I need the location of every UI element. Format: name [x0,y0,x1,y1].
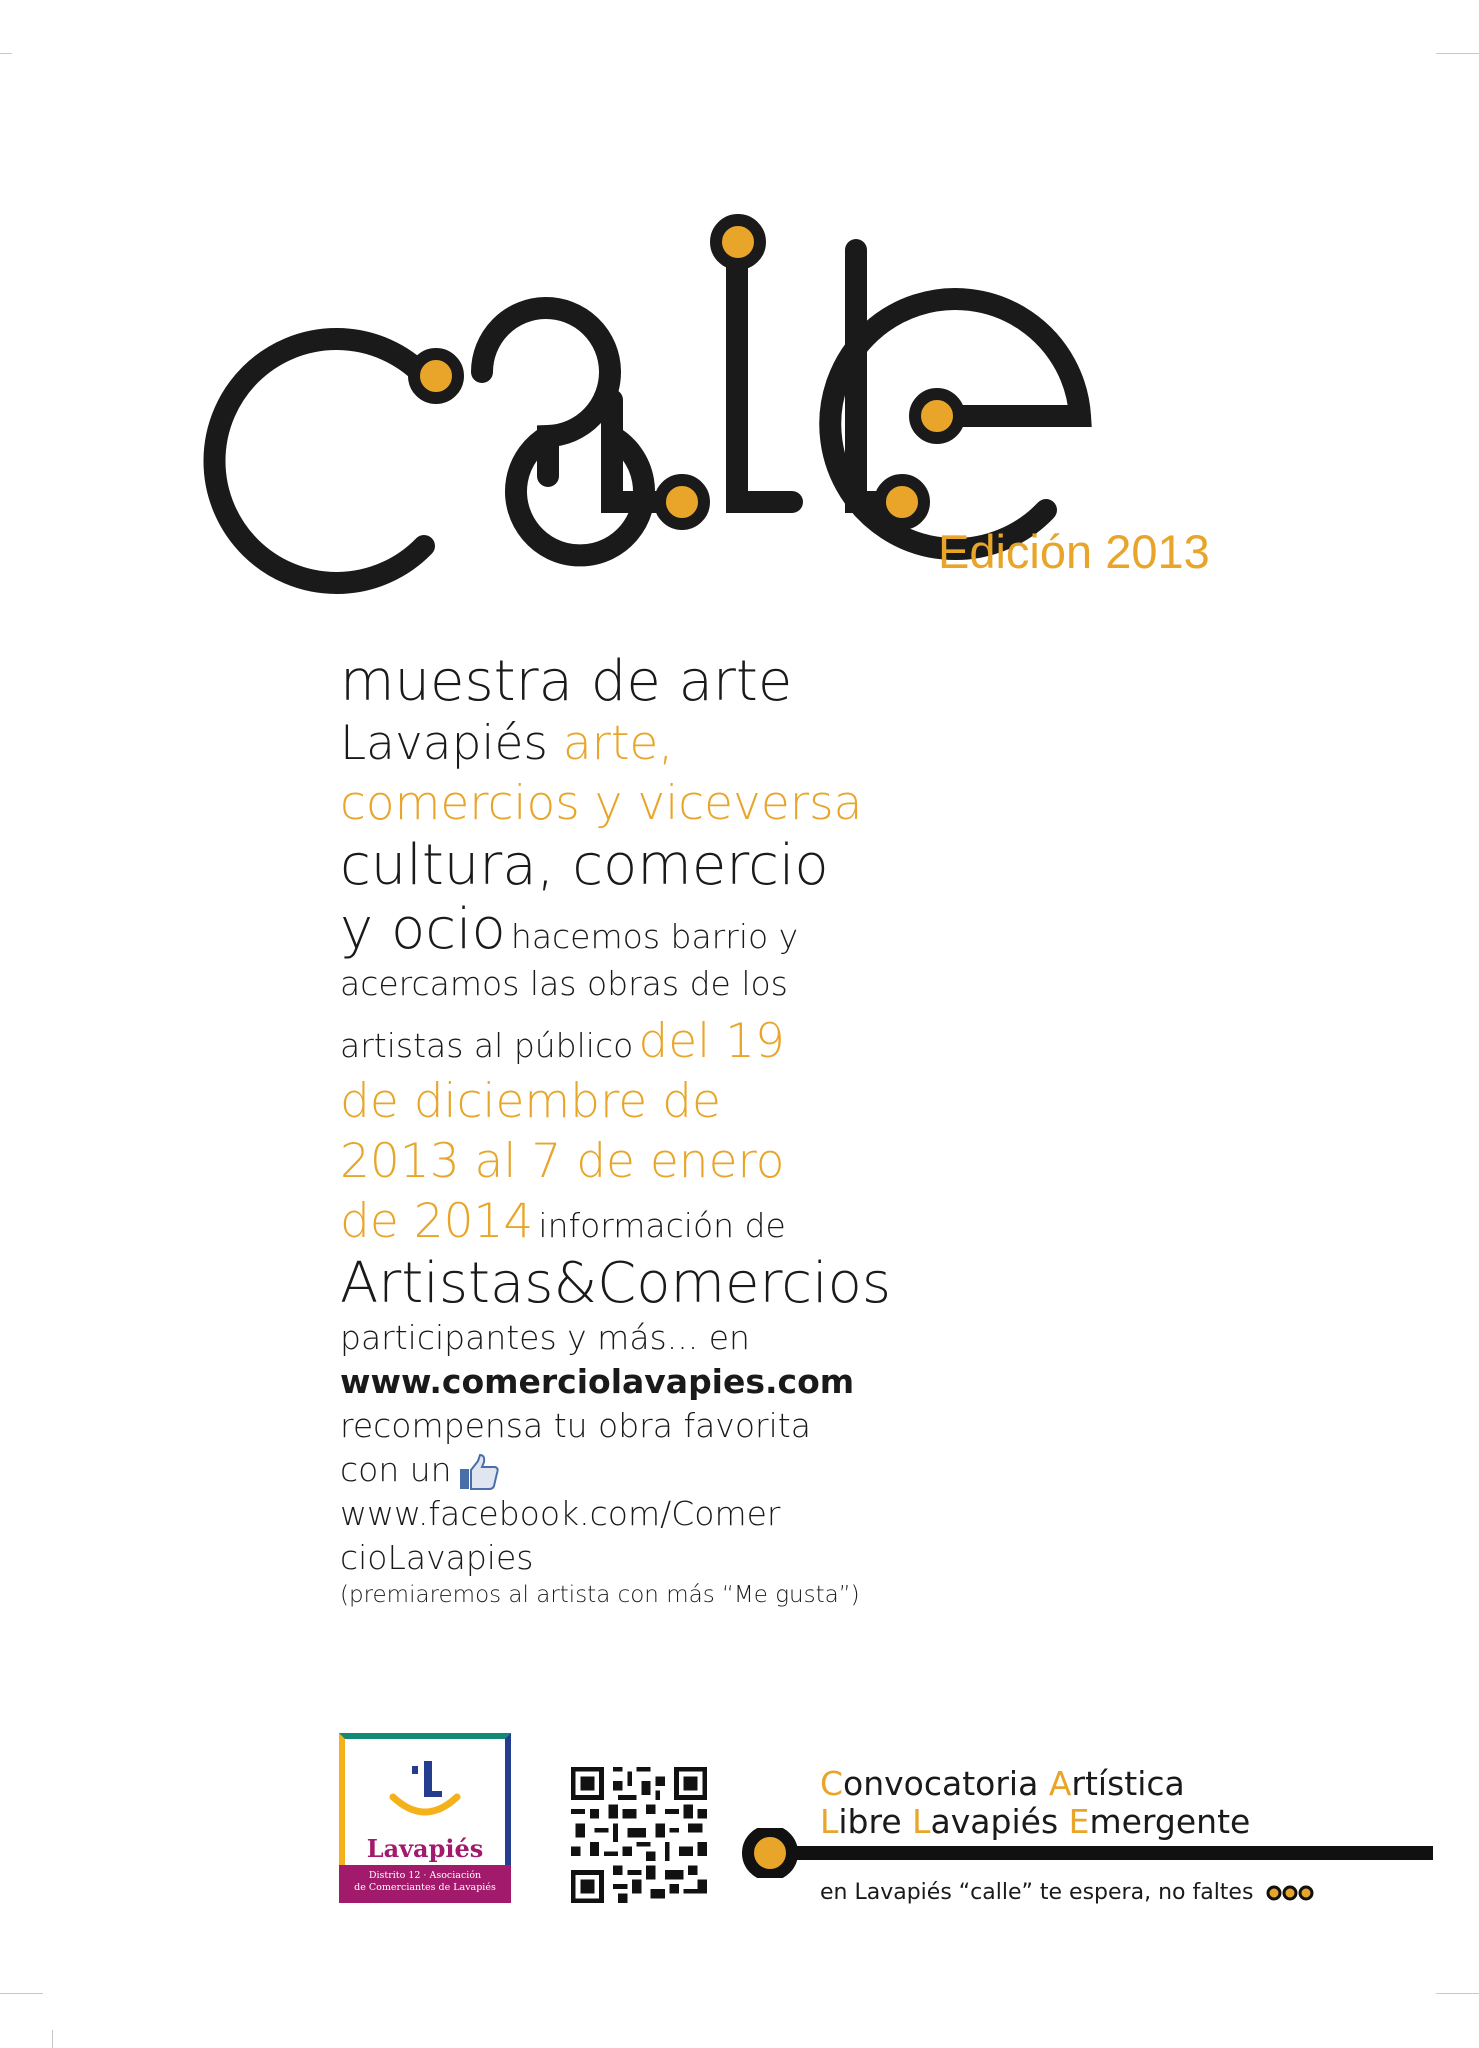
dates-line: 2013 al 7 de enero [340,1134,785,1189]
association-band: Distrito 12 · Asociación de Comerciantes de Lavapiés [339,1865,511,1903]
logo-letter-l1 [737,250,792,502]
convocatoria-segment: L [820,1802,839,1841]
description-line: acercamos las obras de los [340,964,788,1003]
ocio-line: y ocio hacemos barrio y [340,897,799,962]
logo-letter-l2 [856,250,902,502]
association-emblem-icon [345,1739,505,1829]
artists-commerce: Artistas&Comercios [340,1251,892,1316]
logo-dot [880,480,924,524]
culture-line: cultura, comercio [340,833,829,898]
logo-letter-c [214,339,424,583]
poster-body [340,649,892,1610]
website-link[interactable]: www.comerciolavapies.com [340,1362,855,1401]
convocatoria-line [820,1765,1250,1803]
convocatoria-segment: E [1068,1802,1090,1841]
tagline-lavapies: Lavapiés arte, [340,716,674,771]
ellipsis-dots-icon [1266,1885,1314,1901]
reward-line: recompensa tu obra favorita [340,1406,811,1445]
logo-dot [414,354,458,398]
edition-label: Edición 2013 [938,525,1210,578]
convocatoria-segment: mergente [1089,1802,1251,1841]
convocatoria-segment: rtística [1071,1764,1185,1803]
tagline-comercios: comercios y viceversa [340,776,863,831]
qr-code[interactable] [570,1767,708,1903]
dates-line: de diciembre de [340,1074,721,1129]
dates-line: de 2014 información de [340,1194,786,1249]
like-line: con un [340,1448,860,1492]
crop-mark [1436,1993,1479,1994]
calle-logo [0,0,1479,600]
association-name: Lavapiés [366,1834,484,1863]
convocatoria-segment: avapiés [930,1802,1069,1841]
convocatoria-segment: onvocatoria [843,1764,1049,1803]
convocatoria-segment: A [1048,1764,1072,1803]
timeline-bar [735,1828,1440,1878]
facebook-link[interactable]: www.facebook.com/Comer [340,1494,781,1533]
crop-mark [0,1993,43,1994]
logo-dot [915,394,959,438]
participants-line: participantes y más... en [340,1318,750,1357]
facebook-link[interactable]: cioLavapies [340,1538,534,1577]
association-logo [339,1733,511,1903]
logo-dot [716,220,760,264]
crop-mark [52,2030,53,2048]
logo-dot [660,480,704,524]
prize-note: (premiaremos al artista con más “Me gusta”) [340,1582,860,1608]
convocatoria-segment: C [820,1764,844,1803]
timeline-dot [748,1831,792,1875]
thumbs-up-icon [458,1453,500,1491]
headline: muestra de arte [340,649,793,714]
convocatoria-segment: L [912,1802,931,1841]
dates-line: artistas al público del 19 [340,1014,785,1069]
closing-tagline: en Lavapiés “calle” te espera, no faltes [820,1880,1314,1905]
convocatoria-segment: ibre [838,1802,913,1841]
logo-dots [414,220,959,524]
